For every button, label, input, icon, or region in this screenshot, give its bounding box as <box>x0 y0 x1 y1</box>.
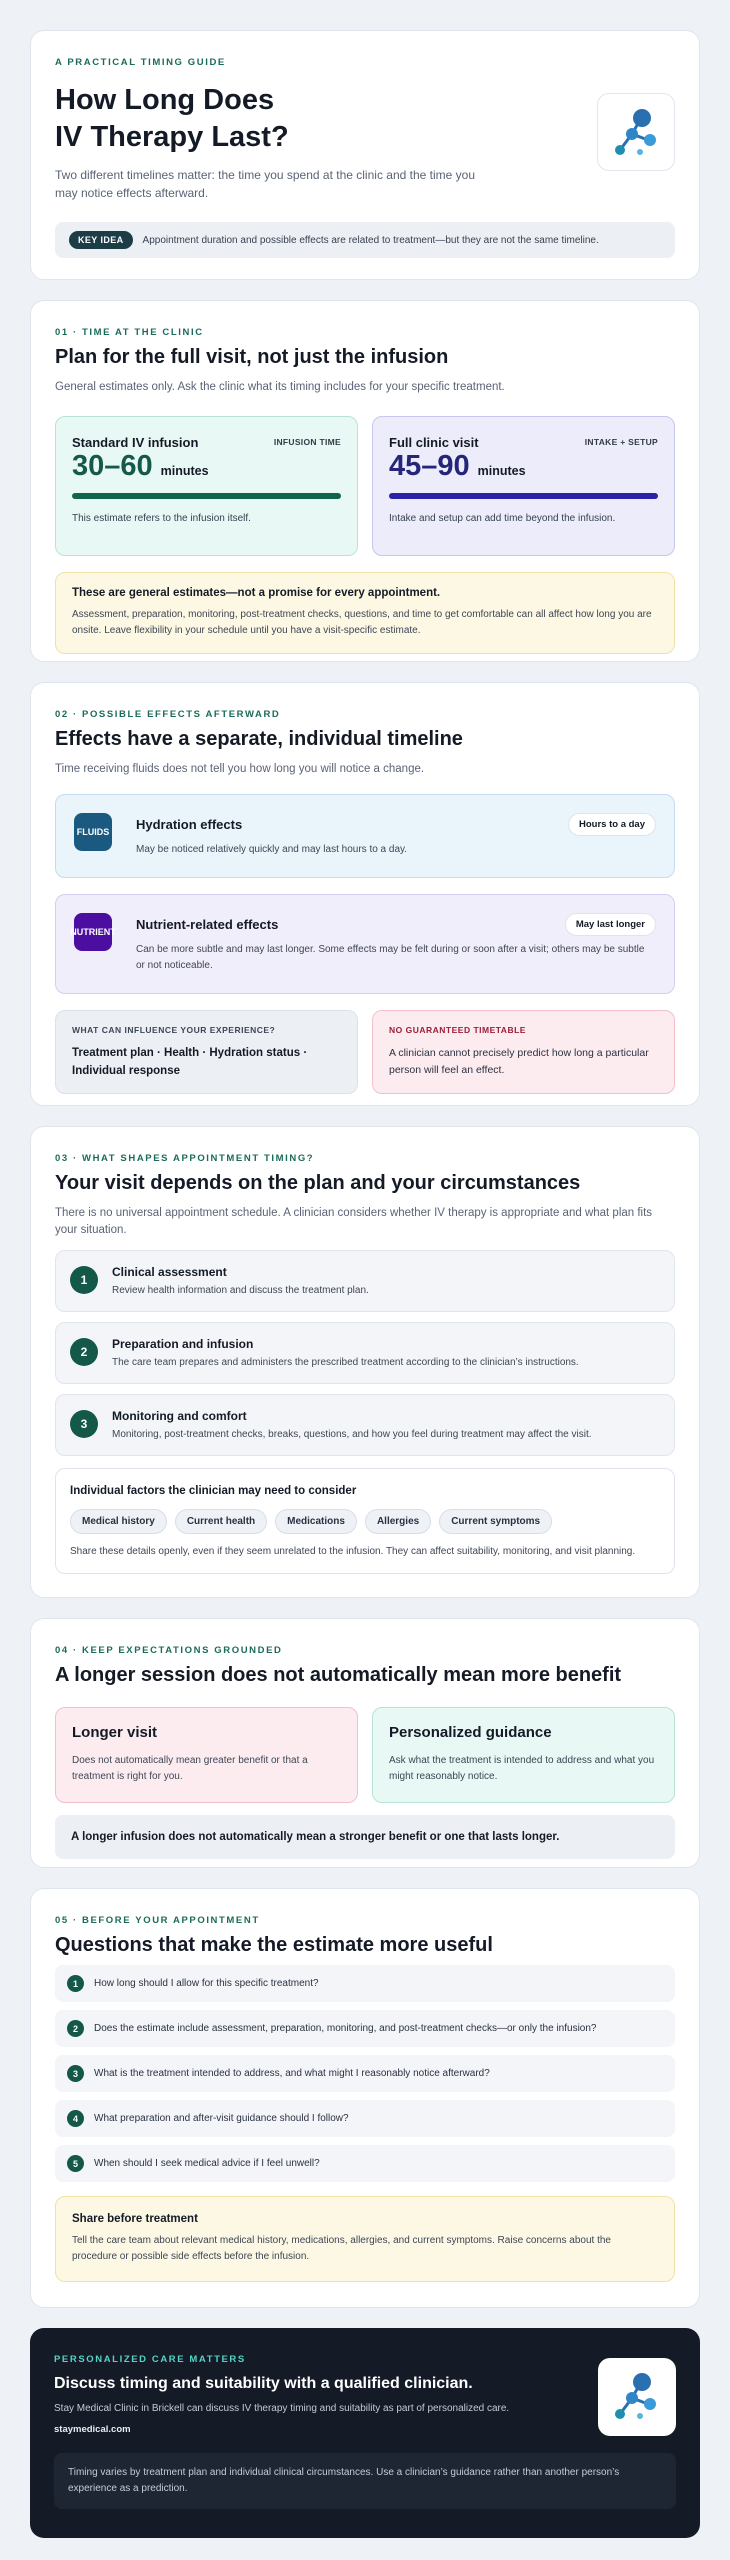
cta-footer <box>30 2328 700 2538</box>
duration-badge: Hours to a day <box>568 813 656 836</box>
section3-title: Your visit depends on the plan and your circumstances <box>55 1172 581 1194</box>
card-tag: INTAKE + SETUP <box>584 437 658 448</box>
section1-kicker: 01 · TIME AT THE CLINIC <box>55 327 204 338</box>
influence-box <box>55 1010 358 1094</box>
step-clinical-assessment <box>55 1250 675 1312</box>
section2-title: Effects have a separate, individual timeline <box>55 728 463 750</box>
influence-kicker: WHAT CAN INFLUENCE YOUR EXPERIENCE? <box>72 1025 276 1036</box>
effect-desc: May be noticed relatively quickly and may last hours to a day. <box>136 844 408 856</box>
step-preparation <box>55 1322 675 1384</box>
longer-visit-text: Does not automatically mean greater benefit or that a treatment is right for you. <box>72 1755 308 1782</box>
section-appointment-timing <box>30 1126 700 1598</box>
no-timetable-text: A clinician cannot precisely predict how long a particular person will feel an effect. <box>389 1047 649 1076</box>
step-monitoring <box>55 1394 675 1456</box>
molecule-logo-icon <box>612 2370 662 2424</box>
estimate-warning <box>55 572 675 654</box>
section-clinic-time <box>30 300 700 662</box>
section4-kicker: 04 · KEEP EXPECTATIONS GROUNDED <box>55 1645 283 1656</box>
section5-kicker: 05 · BEFORE YOUR APPOINTMENT <box>55 1915 260 1926</box>
duration-bar <box>72 493 341 499</box>
step-title: Preparation and infusion <box>112 1336 254 1351</box>
section2-subtitle: Time receiving fluids does not tell you how long you will notice a change. <box>55 763 425 775</box>
factor-chip: Allergies <box>365 1509 431 1534</box>
step-number: 2 <box>70 1338 98 1366</box>
step-title: Monitoring and comfort <box>112 1408 247 1423</box>
question-number: 3 <box>67 2065 84 2082</box>
question-item <box>55 2055 675 2092</box>
section3-subtitle: There is no universal appointment schedule. A clinician considers whether IV therapy is appropriate and what plan fits your situation. <box>55 1207 653 1237</box>
influence-text: Treatment plan · Health · Hydration status · Individual response <box>72 1047 308 1078</box>
warning-text: Assessment, preparation, monitoring, post-treatment checks, questions, and time to get comfortable can all affect how long you are onsite. Leave flexibility in your schedule until you have a visit-specific estimate. <box>72 609 652 637</box>
effect-title: Hydration effects <box>136 817 243 833</box>
question-number: 4 <box>67 2110 84 2127</box>
footer-kicker: PERSONALIZED CARE MATTERS <box>54 2354 246 2365</box>
key-idea-text: Appointment duration and possible effects are related to treatment—but they are not the same timeline. <box>142 234 599 246</box>
question-text: How long should I allow for this specific treatment? <box>94 1978 319 1989</box>
longer-visit-title: Longer visit <box>72 1724 158 1741</box>
share-title: Share before treatment <box>72 2213 198 2225</box>
no-timetable-box <box>372 1010 675 1094</box>
fluids-icon: FLUIDS <box>74 813 112 851</box>
section-effects <box>30 682 700 1106</box>
question-item <box>55 2010 675 2047</box>
section1-title: Plan for the full visit, not just the infusion <box>55 346 449 368</box>
key-idea-bar <box>55 222 675 258</box>
section1-subtitle: General estimates only. Ask the clinic what its timing includes for your specific treatment. <box>55 381 505 393</box>
question-item <box>55 1965 675 2002</box>
question-number: 2 <box>67 2020 84 2037</box>
guidance-title: Personalized guidance <box>389 1724 552 1741</box>
title-line-2: IV Therapy Last? <box>55 121 289 154</box>
share-text: Tell the care team about relevant medical history, medications, allergies, and current symptoms. Raise concerns about the procedure or possible side effects before the infusion. <box>72 2235 611 2262</box>
footer-title: Discuss timing and suitability with a qualified clinician. <box>54 2375 473 2392</box>
time-range: 45–90 <box>389 450 470 483</box>
question-text: What preparation and after-visit guidance should I follow? <box>94 2113 349 2124</box>
question-number: 1 <box>67 1975 84 1992</box>
section-questions <box>30 1888 700 2308</box>
question-text: When should I seek medical advice if I feel unwell? <box>94 2158 320 2169</box>
hero-card <box>30 30 700 280</box>
longer-visit-box <box>55 1707 358 1803</box>
effect-desc: Can be more subtle and may last longer. Some effects may be felt during or soon after a visit; others may be subtle or not noticeable. <box>136 944 645 972</box>
section3-kicker: 03 · WHAT SHAPES APPOINTMENT TIMING? <box>55 1153 315 1164</box>
hydration-effects-card <box>55 794 675 878</box>
full-visit-card <box>372 416 675 556</box>
time-unit: minutes <box>477 464 526 479</box>
duration-bar <box>389 493 658 499</box>
footer-disclaimer: Timing varies by treatment plan and individual clinical circumstances. Use a clinician’s guidance rather than another person’s experience as a prediction. <box>54 2453 676 2509</box>
share-before-treatment <box>55 2196 675 2282</box>
duration-badge: May last longer <box>565 913 656 936</box>
clinic-url-link[interactable]: staymedical.com <box>54 2424 131 2435</box>
factor-chip: Current symptoms <box>439 1509 552 1534</box>
factor-chip: Medications <box>275 1509 357 1534</box>
section4-title: A longer session does not automatically mean more benefit <box>55 1664 622 1686</box>
footer-subtitle: Stay Medical Clinic in Brickell can discuss IV therapy timing and suitability as part of personalized care. <box>54 2403 510 2414</box>
card-tag: INFUSION TIME <box>273 437 341 448</box>
step-desc: Review health information and discuss the treatment plan. <box>112 1284 369 1296</box>
molecule-logo-icon <box>612 106 662 160</box>
step-desc: The care team prepares and administers the prescribed treatment according to the clinician’s instructions. <box>112 1356 579 1368</box>
question-text: What is the treatment intended to address, and what might I reasonably notice afterward? <box>94 2068 490 2079</box>
time-unit: minutes <box>160 464 209 479</box>
key-idea-badge: KEY IDEA <box>69 231 133 249</box>
card-title: Full clinic visit <box>389 435 479 451</box>
footer-logo <box>598 2358 676 2436</box>
personalized-guidance-box <box>372 1707 675 1803</box>
section2-kicker: 02 · POSSIBLE EFFECTS AFTERWARD <box>55 709 281 720</box>
section5-title: Questions that make the estimate more useful <box>55 1934 493 1956</box>
guidance-text: Ask what the treatment is intended to address and what you might reasonably notice. <box>389 1755 655 1782</box>
section-expectations <box>30 1618 700 1868</box>
question-number: 5 <box>67 2155 84 2172</box>
factors-note: Share these details openly, even if they seem unrelated to the infusion. They can affect suitability, monitoring, and visit planning. <box>70 1545 636 1557</box>
time-range: 30–60 <box>72 450 153 483</box>
effect-title: Nutrient-related effects <box>136 917 279 933</box>
benefit-statement: A longer infusion does not automatically mean a stronger benefit or one that lasts longer. <box>55 1815 675 1859</box>
infusion-time-card <box>55 416 358 556</box>
factor-chip: Medical history <box>70 1509 167 1534</box>
warning-title: These are general estimates—not a promise for every appointment. <box>72 587 441 600</box>
question-item <box>55 2100 675 2137</box>
card-note: Intake and setup can add time beyond the infusion. <box>389 513 616 525</box>
step-number: 1 <box>70 1266 98 1294</box>
nutrient-icon: NUTRIENT <box>74 913 112 951</box>
individual-factors <box>55 1468 675 1574</box>
question-text: Does the estimate include assessment, preparation, monitoring, and post-treatment checks—or only the infusion? <box>94 2023 597 2034</box>
card-note: This estimate refers to the infusion itself. <box>72 513 251 525</box>
question-item <box>55 2145 675 2182</box>
page-title <box>55 82 535 156</box>
factor-chips <box>70 1509 660 1534</box>
step-desc: Monitoring, post-treatment checks, breaks, questions, and how you feel during treatment may affect the visit. <box>112 1428 592 1440</box>
step-title: Clinical assessment <box>112 1264 227 1279</box>
nutrient-effects-card <box>55 894 675 994</box>
step-number: 3 <box>70 1410 98 1438</box>
title-line-1: How Long Does <box>55 84 275 116</box>
card-title: Standard IV infusion <box>72 435 199 451</box>
brand-logo <box>597 93 675 171</box>
hero-subtitle: Two different timelines matter: the time you spend at the clinic and the time you may notice effects afterward. <box>55 168 475 201</box>
factors-title: Individual factors the clinician may need to consider <box>70 1484 357 1497</box>
factor-chip: Current health <box>175 1509 267 1534</box>
no-timetable-kicker: NO GUARANTEED TIMETABLE <box>389 1025 526 1036</box>
hero-kicker: A PRACTICAL TIMING GUIDE <box>55 57 226 68</box>
